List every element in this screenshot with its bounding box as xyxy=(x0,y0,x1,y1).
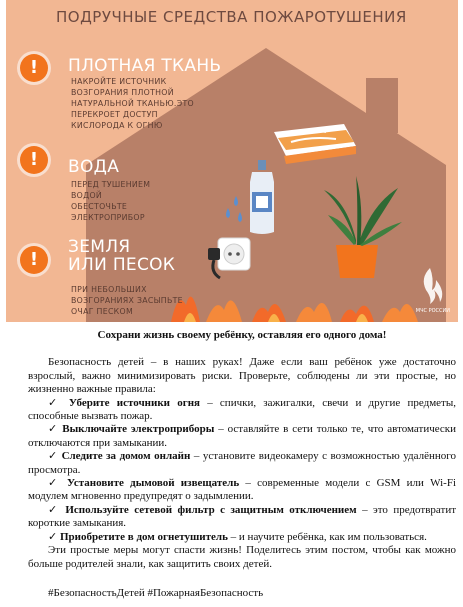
article-hashtags: #БезопасностьДетей #ПожарнаяБезопасность xyxy=(48,586,264,599)
rule-heading-earth: ЗЕМЛЯ ИЛИ ПЕСОК xyxy=(68,237,176,275)
list-item: ✓ Уберите источники огня – спички, зажигалки, свечи и другие предметы, способные вызвать пожар. xyxy=(28,396,457,423)
checkmark-icon: ✓ xyxy=(48,423,59,436)
rule-description-earth: ПРИ НЕБОЛЬШИХ ВОЗГОРАНИЯХ ЗАСЫПЬТЕ ОЧАГ ПЕСКОМ xyxy=(71,285,183,316)
warning-badge-icon: ! xyxy=(20,246,48,274)
poster-title: ПОДРУЧНЫЕ СРЕДСТВА ПОЖАРОТУШЕНИЯ xyxy=(56,8,407,26)
checkmark-icon: ✓ xyxy=(48,477,61,490)
checkmark-icon: ✓ xyxy=(48,530,58,543)
list-item: ✓ Установите дымовой извещатель – современные модели с GSM или Wi-Fi модулем мгновенно предупредят о задымлении. xyxy=(28,477,457,503)
rule-heading-water: ВОДА xyxy=(68,157,120,177)
article-body xyxy=(28,329,456,600)
warning-badge-icon: ! xyxy=(20,54,48,82)
list-item: ✓ Используйте сетевой фильтр с защитным отключением – это предотвратит короткие замыкания. xyxy=(28,503,457,530)
checkmark-icon: ✓ xyxy=(48,396,62,409)
checkmark-icon: ✓ xyxy=(48,450,59,463)
checkmark-icon: ✓ xyxy=(48,503,60,516)
house-chimney xyxy=(366,78,398,133)
article-intro: Безопасность детей – в наших руках! Даже если ваш ребёнок уже достаточно взрослый, важно минимизировать риски. Проверьте, соблюдены ли эти простые, но жизненно важные правила: xyxy=(28,356,456,396)
list-item: ✓ Приобретите в дом огнетушитель – и научите ребёнка, как им пользоваться. xyxy=(48,530,427,543)
article-closing: Эти простые меры могут спасти жизнь! Поделитесь этим постом, чтобы как можно больше родителей знали, как защитить своих детей. xyxy=(28,544,456,570)
rule-description-water: ПЕРЕД ТУШЕНИЕМ ВОДОЙ ОБЕСТОЧЬТЕ ЭЛЕКТРОПРИБОР xyxy=(71,180,151,222)
warning-badge-icon: ! xyxy=(20,146,48,174)
list-item: ✓ Выключайте электроприборы – оставляйте в сети только те, что автоматически отключаются при замыкании. xyxy=(28,423,457,449)
rule-heading-cloth: ПЛОТНАЯ ТКАНЬ xyxy=(68,56,222,76)
rule-description-cloth: НАКРОЙТЕ ИСТОЧНИК ВОЗГОРАНИЯ ПЛОТНОЙ НАТУРАЛЬНОЙ ТКАНЬЮ.ЭТО ПЕРЕКРОЕТ ДОСТУП КИСЛОРОДА К ОГНЮ xyxy=(71,77,194,130)
article-headline: Сохрани жизнь своему ребёнку, оставляя его одного дома! xyxy=(97,329,387,341)
brand-caption: МЧС РОССИИ xyxy=(415,308,450,314)
fire-safety-poster xyxy=(6,0,458,322)
list-item: ✓ Следите за домом онлайн – установите видеокамеру с возможностью удалённого просмотра. xyxy=(28,450,457,476)
